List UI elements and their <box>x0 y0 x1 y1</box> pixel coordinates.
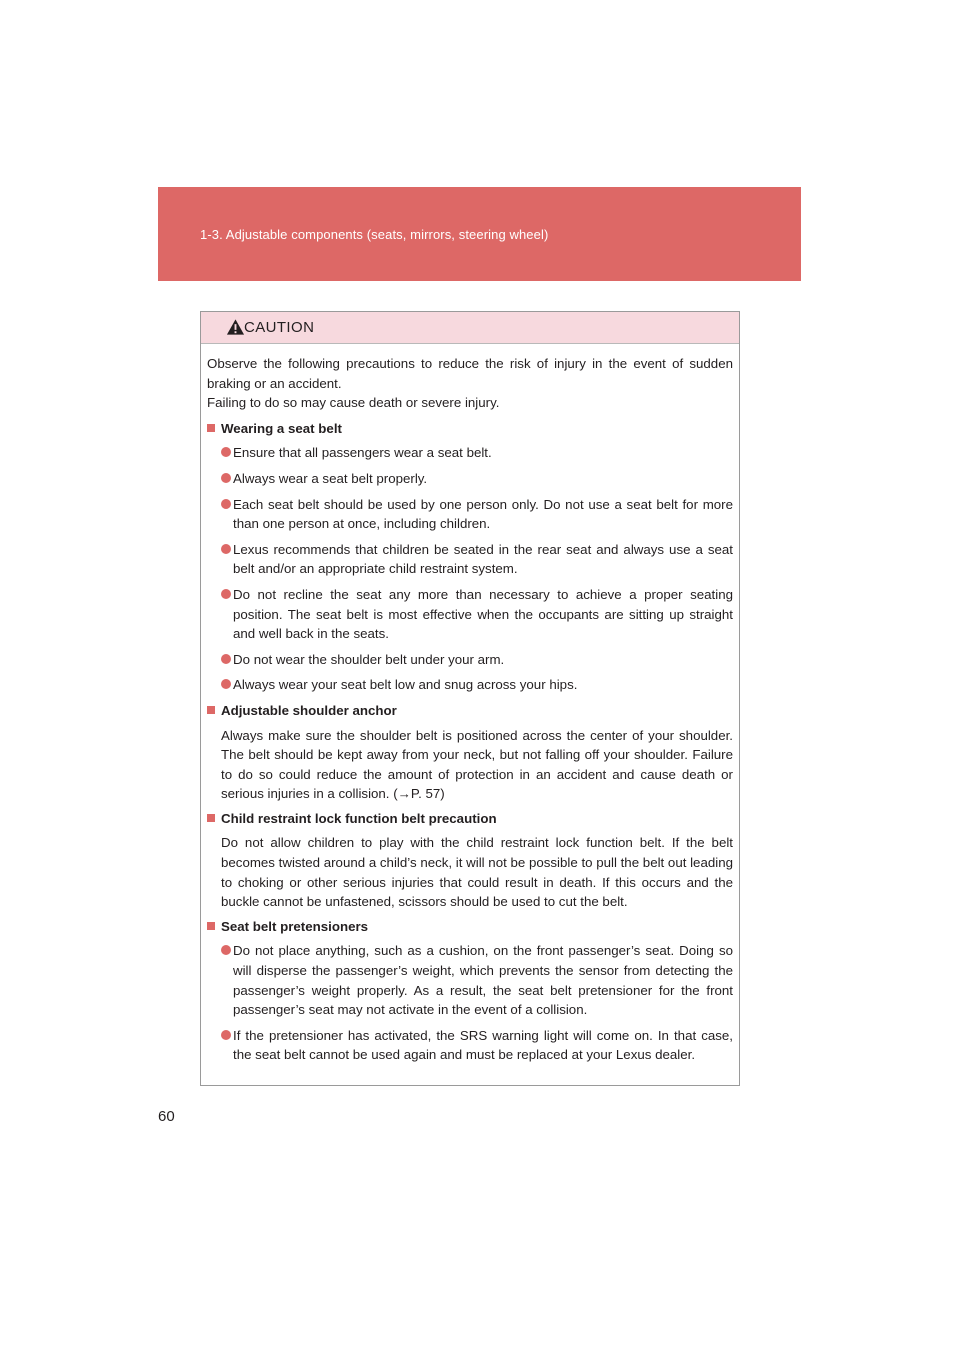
page-number: 60 <box>158 1108 175 1125</box>
section-seat-belt-pretensioners <box>207 917 733 1065</box>
circle-bullet-icon <box>221 469 233 481</box>
circle-bullet-icon <box>221 941 233 953</box>
section-adjustable-shoulder-anchor <box>207 701 733 804</box>
circle-bullet-icon <box>221 650 233 662</box>
intro-text: Observe the following precautions to reduce the risk of injury in the event of sudden braking or an accident. <box>207 356 733 391</box>
list-item: Always wear a seat belt properly. <box>207 469 733 489</box>
square-bullet-icon <box>207 706 215 714</box>
section-heading: Adjustable shoulder anchor <box>221 702 397 718</box>
list-item: Do not wear the shoulder belt under your arm. <box>207 650 733 670</box>
list-item: Do not place anything, such as a cushion, on the front passenger’s seat. Doing so will disperse the passenger’s weight, which prevents the sensor from detecting the passenger’s weight properly. As a result, the seat belt pretensioner for the front passenger’s seat may not activate in the event of a collision. <box>207 941 733 1019</box>
square-bullet-icon <box>207 424 215 432</box>
circle-bullet-icon <box>221 540 233 552</box>
circle-bullet-icon <box>221 585 233 597</box>
square-bullet-icon <box>207 814 215 822</box>
caution-header <box>201 312 739 344</box>
list-item: If the pretensioner has activated, the SRS warning light will come on. In that case, the seat belt cannot be used again and must be replaced at your Lexus dealer. <box>207 1026 733 1065</box>
intro-text-warning: Failing to do so may cause death or severe injury. <box>207 395 500 411</box>
circle-bullet-icon <box>221 675 233 687</box>
list-item: Ensure that all passengers wear a seat belt. <box>207 443 733 463</box>
caution-box <box>200 311 740 1086</box>
section-heading: Child restraint lock function belt precaution <box>221 810 497 826</box>
square-bullet-icon <box>207 922 215 930</box>
caution-body <box>201 344 739 1065</box>
section-child-restraint-lock <box>207 809 733 912</box>
section-wearing-seat-belt <box>207 419 733 695</box>
section-text: Always make sure the shoulder belt is positioned across the center of your shoulder. The belt should be kept away from your neck, but not falling off your shoulder. Failure to do so could reduce the amount of protection in an accident and cause death or serious injuries in a collision. (→P. 57) <box>221 727 733 802</box>
circle-bullet-icon <box>221 443 233 455</box>
list-item: Each seat belt should be used by one person only. Do not use a seat belt for more than one person at once, including children. <box>207 495 733 534</box>
list-item: Lexus recommends that children be seated in the rear seat and always use a seat belt and/or an appropriate child restraint system. <box>207 540 733 579</box>
circle-bullet-icon <box>221 495 233 507</box>
circle-bullet-icon <box>221 1026 233 1038</box>
section-heading: Seat belt pretensioners <box>221 918 369 934</box>
list-item: Always wear your seat belt low and snug across your hips. <box>207 675 733 695</box>
warning-triangle-icon <box>226 318 245 336</box>
section-title: 1-3. Adjustable components (seats, mirrors, steering wheel) <box>200 227 549 242</box>
caution-title: CAUTION <box>244 319 315 336</box>
list-item: Do not recline the seat any more than necessary to achieve a proper seating position. The seat belt is most effective when the occupants are sitting up straight and well back in the seats. <box>207 585 733 644</box>
section-heading: Wearing a seat belt <box>221 420 342 436</box>
section-header-band <box>158 187 801 281</box>
section-text: Do not allow children to play with the child restraint lock function belt. If the belt becomes twisted around a child’s neck, it will not be possible to pull the belt out leading to choking or other serious injuries that could result in death. If this occurs and the buckle cannot be unfastened, scissors should be used to cut the belt. <box>221 835 733 910</box>
